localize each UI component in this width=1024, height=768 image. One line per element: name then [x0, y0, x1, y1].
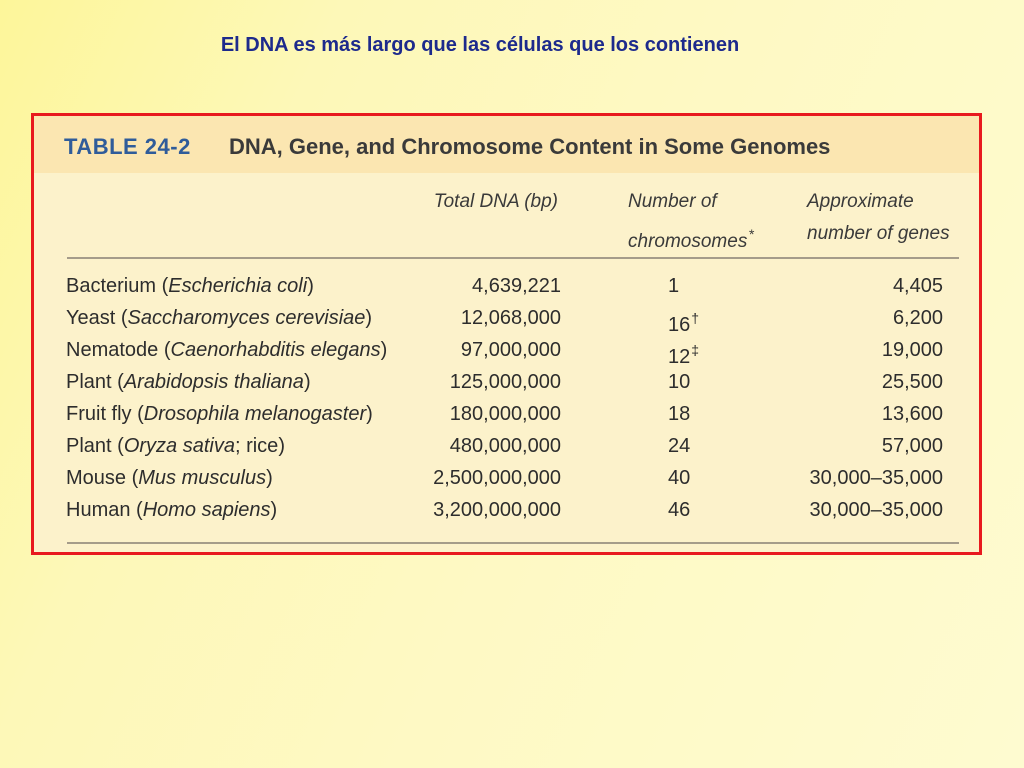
organism-species-name: Arabidopsis thaliana — [123, 371, 304, 393]
organism-common-name: Plant — [66, 371, 112, 393]
organism-cell: Nematode (Caenorhabditis elegans) — [66, 339, 388, 361]
table-row — [34, 302, 979, 334]
table-header-band — [34, 116, 979, 173]
table-body — [34, 270, 979, 526]
column-header-chromosomes — [628, 186, 754, 258]
total-dna-cell: 3,200,000,000 — [433, 499, 561, 521]
column-header-line — [628, 218, 754, 258]
genes-cell: 19,000 — [881, 339, 943, 361]
chromosome-count: 24 — [668, 435, 691, 457]
organism-species-name: Caenorhabditis elegans — [170, 339, 381, 361]
chromosomes-cell — [668, 430, 690, 462]
chromosomes-cell — [668, 366, 690, 398]
total-dna-cell: 125,000,000 — [449, 371, 561, 393]
table-row — [34, 430, 979, 462]
chromosome-count: 12 — [668, 346, 691, 368]
total-dna-cell: 480,000,000 — [449, 435, 561, 457]
column-header-line: Total DNA (bp) — [433, 191, 558, 212]
organism-species-name: Oryza sativa — [123, 435, 235, 457]
chromosomes-cell — [668, 398, 690, 430]
column-header-line: number of genes — [807, 223, 950, 244]
organism-cell: Plant (Arabidopsis thaliana) — [66, 371, 311, 393]
organism-cell: Bacterium (Escherichia coli) — [66, 275, 314, 297]
table-rule-bottom — [67, 542, 959, 544]
footnote-mark: † — [691, 310, 700, 326]
chromosomes-cell — [668, 494, 690, 526]
column-header-genes — [807, 186, 950, 250]
total-dna-cell: 12,068,000 — [460, 307, 561, 329]
organism-common-name: Plant — [66, 435, 112, 457]
table-row — [34, 462, 979, 494]
table-row — [34, 270, 979, 302]
organism-suffix: ; rice — [234, 435, 279, 457]
total-dna-cell: 2,500,000,000 — [433, 467, 561, 489]
column-header-text: chromosomes — [628, 231, 748, 252]
organism-cell: Plant (Oryza sativa; rice) — [66, 435, 285, 457]
total-dna-cell: 97,000,000 — [460, 339, 561, 361]
chromosome-count: 10 — [668, 371, 691, 393]
chromosome-count: 46 — [668, 499, 691, 521]
genes-cell: 4,405 — [892, 275, 943, 297]
organism-species-name: Drosophila melanogaster — [143, 403, 367, 425]
total-dna-cell: 180,000,000 — [449, 403, 561, 425]
chromosome-count: 1 — [668, 275, 680, 297]
column-header-total-dna — [434, 186, 558, 218]
chromosome-count: 16 — [668, 314, 691, 336]
organism-common-name: Fruit fly — [66, 403, 132, 425]
column-header-line: Approximate — [807, 191, 914, 212]
organism-cell: Mouse (Mus musculus) — [66, 467, 273, 489]
column-header-line: Number of — [628, 191, 717, 212]
footnote-mark: ‡ — [691, 342, 700, 358]
footnote-mark: * — [748, 226, 754, 242]
table-row — [34, 494, 979, 526]
table-row — [34, 334, 979, 366]
organism-species-name: Saccharomyces cerevisiae — [127, 307, 366, 329]
chromosomes-cell — [668, 270, 679, 302]
organism-species-name: Mus musculus — [138, 467, 267, 489]
total-dna-cell: 4,639,221 — [472, 275, 561, 297]
table-rule-top — [67, 257, 959, 259]
table-label: TABLE 24-2 — [64, 134, 191, 159]
table-row — [34, 398, 979, 430]
organism-cell: Yeast (Saccharomyces cerevisiae) — [66, 307, 373, 329]
organism-common-name: Bacterium — [66, 275, 157, 297]
slide-title: El DNA es más largo que las células que los contienen — [220, 34, 740, 56]
organism-common-name: Human — [66, 499, 131, 521]
genes-cell: 6,200 — [892, 307, 943, 329]
table-row — [34, 366, 979, 398]
organism-common-name: Mouse — [66, 467, 127, 489]
organism-cell: Human (Homo sapiens) — [66, 499, 278, 521]
chromosome-count: 40 — [668, 467, 691, 489]
genes-cell: 57,000 — [881, 435, 943, 457]
chromosome-count: 18 — [668, 403, 691, 425]
table-caption: DNA, Gene, and Chromosome Content in Some Genomes — [229, 134, 831, 159]
genes-cell: 13,600 — [881, 403, 943, 425]
genes-cell: 30,000–35,000 — [809, 467, 943, 489]
table-frame — [31, 113, 982, 555]
genes-cell: 30,000–35,000 — [809, 499, 943, 521]
organism-species-name: Escherichia coli — [168, 275, 308, 297]
organism-cell: Fruit fly (Drosophila melanogaster) — [66, 403, 373, 425]
organism-common-name: Nematode — [66, 339, 159, 361]
organism-common-name: Yeast — [66, 307, 116, 329]
chromosomes-cell — [668, 462, 690, 494]
genes-cell: 25,500 — [881, 371, 943, 393]
organism-species-name: Homo sapiens — [142, 499, 271, 521]
